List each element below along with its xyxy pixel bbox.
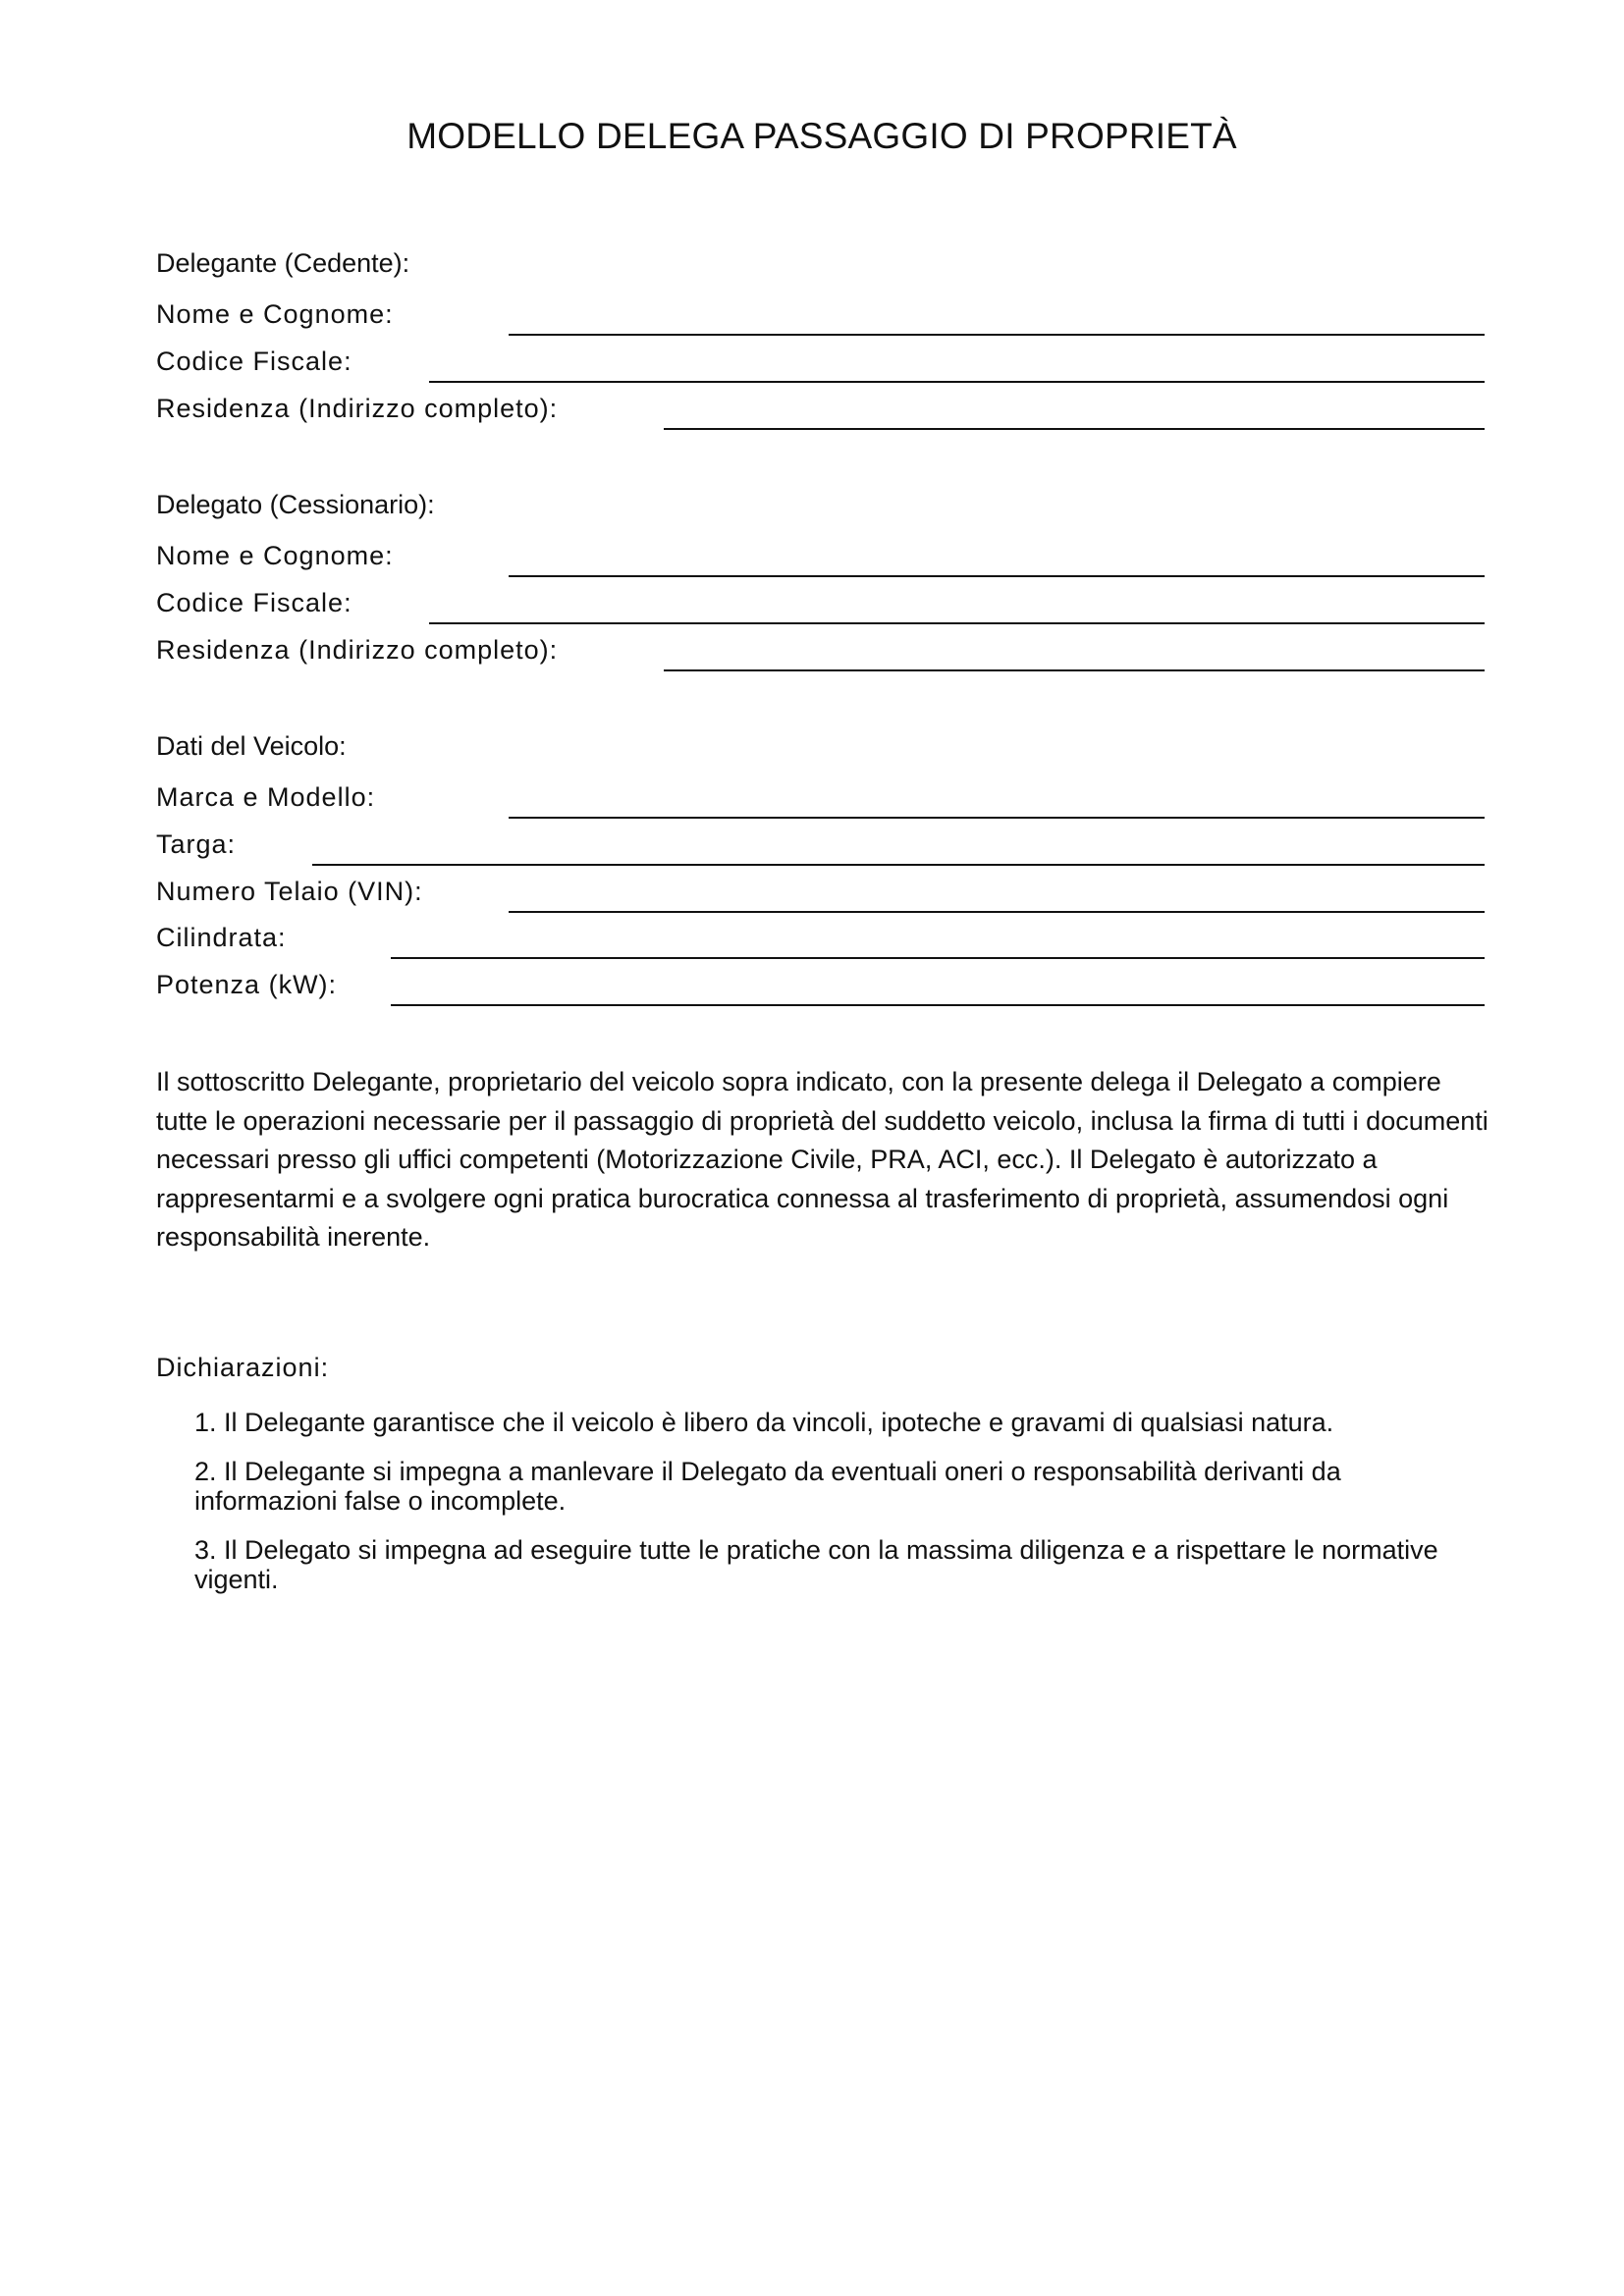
delegante-cf-row <box>0 344 1624 383</box>
veicolo-telaio-field[interactable] <box>509 911 1485 913</box>
delegato-residenza-field[interactable] <box>664 669 1485 671</box>
delegante-cf-label: Codice Fiscale: <box>156 347 352 376</box>
veicolo-cilindrata-row <box>0 920 1624 959</box>
veicolo-targa-field[interactable] <box>312 864 1485 866</box>
delegato-residenza-row <box>0 632 1624 671</box>
veicolo-potenza-field[interactable] <box>391 1004 1485 1006</box>
document-title: MODELLO DELEGA PASSAGGIO DI PROPRIETÀ <box>406 116 1237 156</box>
veicolo-marca-row <box>0 779 1624 819</box>
veicolo-targa-label: Targa: <box>156 829 237 859</box>
veicolo-targa-row <box>0 827 1624 866</box>
delegato-nome-label: Nome e Cognome: <box>156 541 394 570</box>
dichiarazione-item: 2. Il Delegante si impegna a manlevare il Delegato da eventuali oneri o responsabilità derivanti da informazioni false o incomplete. <box>194 1457 1341 1516</box>
delegante-residenza-label: Residenza (Indirizzo completo): <box>156 394 559 423</box>
dichiarazioni-heading: Dichiarazioni: <box>156 1353 330 1382</box>
delega-paragraph: Il sottoscritto Delegante, proprietario del veicolo sopra indicato, con la presente delega il Delegato a compiere tutte le operazioni necessarie per il passaggio di proprietà del suddetto veicolo, inclusa la firma di tutti i documenti necessari presso gli uffici competenti (Motorizzazione Civile, PRA, ACI, ecc.). Il Delegato è autorizzato a rappresentarmi e a svolgere ogni pratica burocratica connessa al trasferimento di proprietà, assumendosi ogni responsabilità inerente. <box>156 1067 1489 1252</box>
veicolo-marca-field[interactable] <box>509 817 1485 819</box>
dichiarazione-item: 1. Il Delegante garantisce che il veicolo è libero da vincoli, ipoteche e gravami di qualsiasi natura. <box>194 1408 1334 1437</box>
delegato-residenza-label: Residenza (Indirizzo completo): <box>156 635 559 665</box>
delegante-cf-field[interactable] <box>429 381 1485 383</box>
veicolo-potenza-row <box>0 967 1624 1006</box>
veicolo-potenza-label: Potenza (kW): <box>156 970 338 999</box>
dichiarazioni-list <box>194 1408 1471 1614</box>
veicolo-marca-label: Marca e Modello: <box>156 782 376 812</box>
veicolo-cilindrata-field[interactable] <box>391 957 1485 959</box>
veicolo-heading: Dati del Veicolo: <box>156 731 347 761</box>
delegante-heading: Delegante (Cedente): <box>156 248 410 278</box>
delegante-residenza-row <box>0 391 1624 430</box>
delegato-cf-row <box>0 585 1624 624</box>
delegato-nome-field[interactable] <box>509 575 1485 577</box>
veicolo-cilindrata-label: Cilindrata: <box>156 923 287 952</box>
delegato-heading: Delegato (Cessionario): <box>156 490 435 519</box>
delegante-nome-label: Nome e Cognome: <box>156 299 394 329</box>
delegato-cf-label: Codice Fiscale: <box>156 588 352 617</box>
delegato-cf-field[interactable] <box>429 622 1485 624</box>
delegante-residenza-field[interactable] <box>664 428 1485 430</box>
delegato-nome-row <box>0 538 1624 577</box>
veicolo-telaio-label: Numero Telaio (VIN): <box>156 877 423 906</box>
dichiarazione-item: 3. Il Delegato si impegna ad eseguire tutte le pratiche con la massima diligenza e a rispettare le normative vigenti. <box>194 1535 1438 1594</box>
veicolo-telaio-row <box>0 874 1624 913</box>
delegante-nome-row <box>0 296 1624 336</box>
delegante-nome-field[interactable] <box>509 334 1485 336</box>
